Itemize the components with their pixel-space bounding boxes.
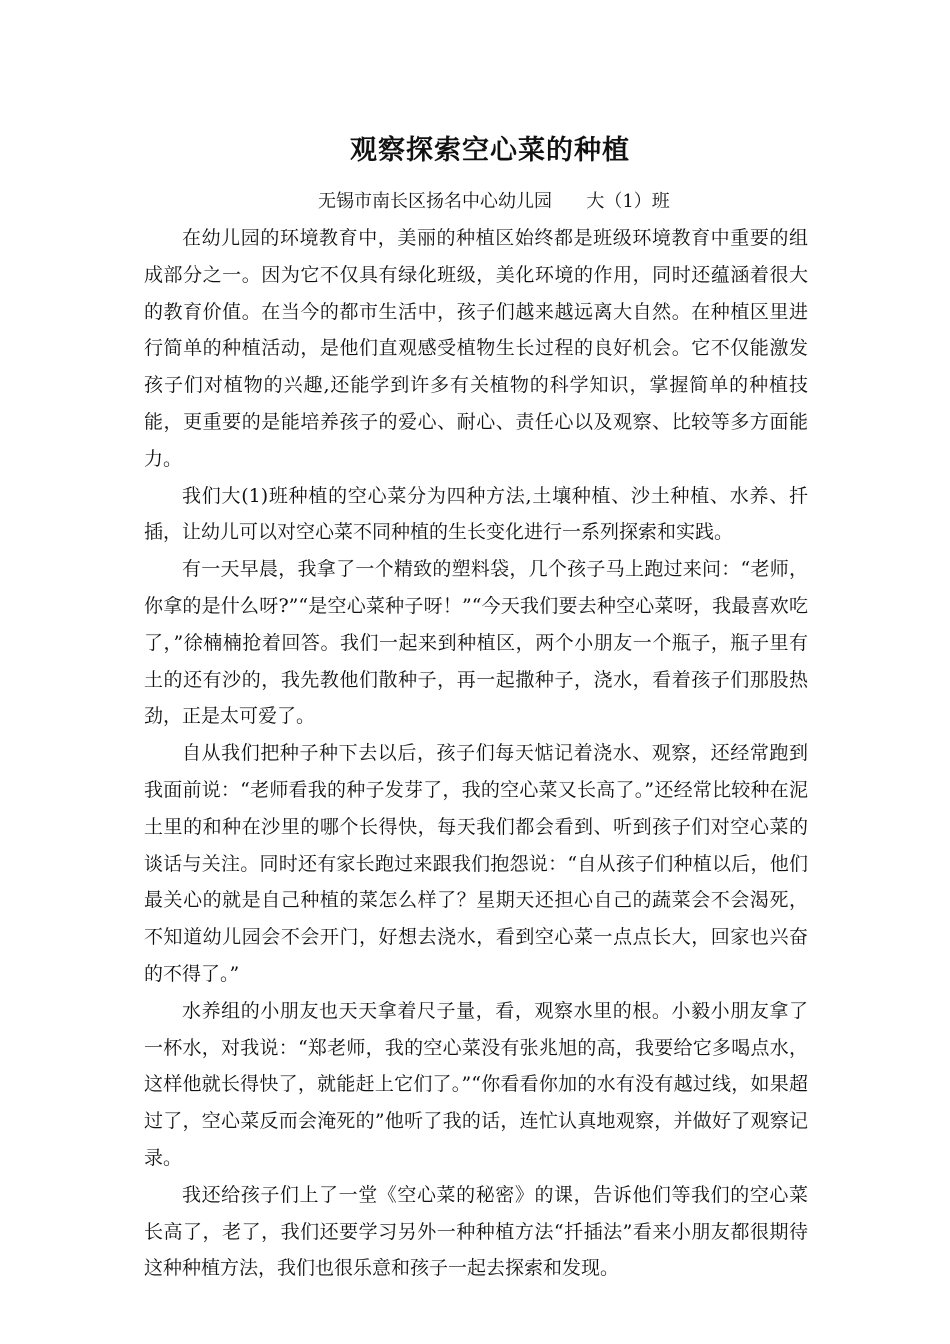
author-line: 无锡市南长区扬名中心幼儿园 大（1）班 xyxy=(318,191,670,212)
paragraph-5: 水养组的小朋友也天天拿着尺子量，看，观察水里的根。小毅小朋友拿了一杯水，对我说：“郑老师，我的空心菜没有张兆旭的高，我要给它多喝点水，这样他就长得快了，就能赶上它们了。”“你看看你加的水有没有越过线，如果超过了，空心菜反而会淹死的”他听了我的话，连忙认真地观察，并做好了观察记录。 xyxy=(144,999,808,1169)
paragraph-6: 我还给孩子们上了一堂《空心菜的秘密》的课，告诉他们等我们的空心菜长高了，老了，我们还要学习另外一种种植方法“扦插法”看来小朋友都很期待这种种植方法，我们也很乐意和孩子一起去探索和发现。 xyxy=(144,1183,808,1280)
article-body xyxy=(144,220,808,1287)
page-title: 观察探索空心菜的种植 xyxy=(350,135,630,166)
paragraph-3: 有一天早晨，我拿了一个精致的塑料袋，几个孩子马上跑过来问：“老师，你拿的是什么呀?”“是空心菜种子呀！”“今天我们要去种空心菜呀，我最喜欢吃了，”徐楠楠抢着回答。我们一起来到种植区，两个小朋友一个瓶子，瓶子里有土的还有沙的，我先教他们散种子，再一起撒种子，浇水，看着孩子们那股热劲，正是太可爱了。 xyxy=(144,558,808,728)
paragraph-4: 自从我们把种子种下去以后，孩子们每天惦记着浇水、观察，还经常跑到我面前说：“老师看我的种子发芽了，我的空心菜又长高了。”还经常比较种在泥土里的和种在沙里的哪个长得快，每天我们都会看到、听到孩子们对空心菜的谈话与关注。同时还有家长跑过来跟我们抱怨说：“自从孩子们种植以后，他们最关心的就是自己种植的菜怎么样了？星期天还担心自己的蔬菜会不会渴死，不知道幼儿园会不会开门，好想去浇水，看到空心菜一点点长大，回家也兴奋的不得了。” xyxy=(144,742,808,985)
paragraph-1: 在幼儿园的环境教育中，美丽的种植区始终都是班级环境教育中重要的组成部分之一。因为它不仅具有绿化班级，美化环境的作用，同时还蕴涵着很大的教育价值。在当今的都市生活中，孩子们越来越远离大自然。在种植区里进行简单的种植活动，是他们直观感受植物生长过程的良好机会。它不仅能激发孩子们对植物的兴趣,还能学到许多有关植物的科学知识，掌握简单的种植技能，更重要的是能培养孩子的爱心、耐心、责任心以及观察、比较等多方面能力。 xyxy=(144,227,808,470)
paragraph-2: 我们大(1)班种植的空心菜分为四种方法,土壤种植、沙土种植、水养、扦插，让幼儿可以对空心菜不同种植的生长变化进行一系列探索和实践。 xyxy=(144,484,808,544)
